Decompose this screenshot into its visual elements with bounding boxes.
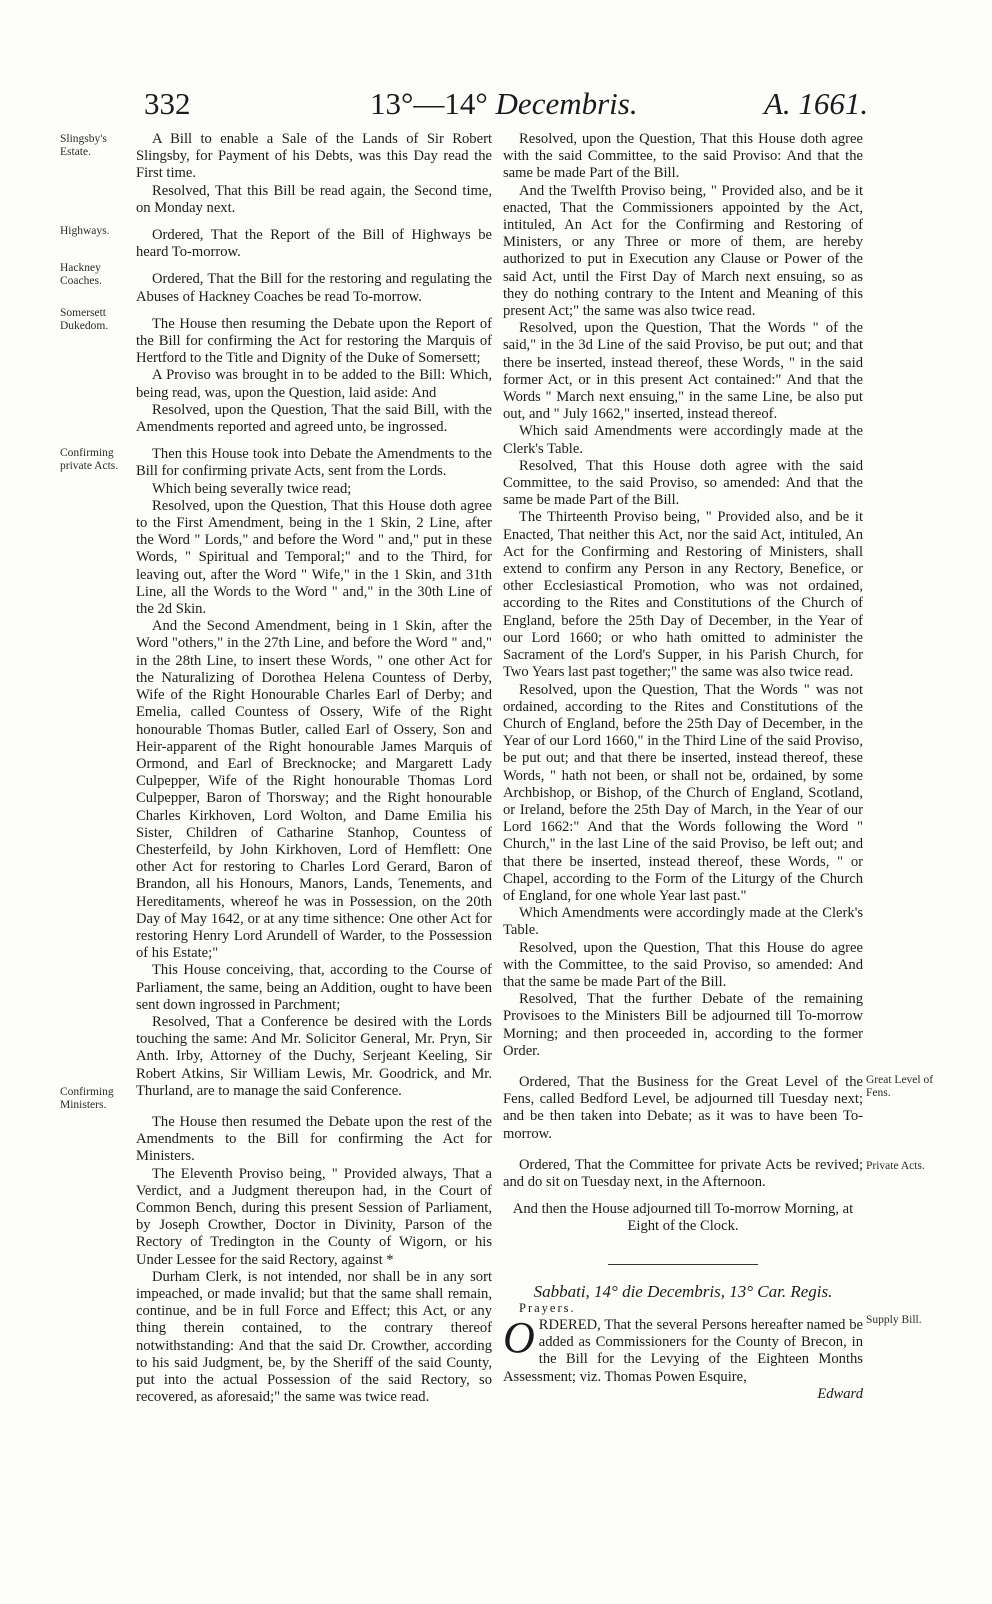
- paragraph: Durham Clerk, is not intended, nor shall be in any sort impeached, or made invalid; but that the same shall remain, continue, and be in full Force and Effect; this Act, or any thing therein contained, to the contrary thereof notwithstanding: And that the said Dr. Crowther, according to his said Judgment, be, by the Sheriff of the said County, put into the actual Possession of the said Rectory, so recovered, as aforesaid;" the same was twice read.: [136, 1268, 492, 1406]
- prayers-label: Prayers.: [519, 1300, 576, 1315]
- margin-note-great-level: Great Level of Fens.: [866, 1074, 934, 1099]
- paragraph: Resolved, upon the Question, That this House doth agree to the First Amendment, being in the 1 Skin, 2 Line, after the Word " Lords," and before the Word " and," put in these Words, " Spiritual and Temporal;" and to the Third, for leaving out, after the Word " Wife," in the 1 Skin, and 31th Line, all the Words to the Word " and," in the 30th Line of the 2d Skin.: [136, 497, 492, 618]
- paragraph: Ordered, That the Committee for private Acts be revived; and do sit on Tuesday next, in the Afternoon.: [503, 1156, 863, 1190]
- page-header: [0, 86, 992, 126]
- ordered-paragraph: [503, 1313, 863, 1386]
- margin-note-hackney: Hackney Coaches.: [60, 262, 102, 287]
- paragraph: Ordered, That the Business for the Great Level of the Fens, called Bedford Level, be adjourned till Tuesday next; and be then taken into Debate; as it was to have been To-morrow.: [503, 1073, 863, 1142]
- drop-cap: O: [503, 1313, 535, 1362]
- margin-note-confirming-ministers: Confirming Ministers.: [60, 1086, 114, 1111]
- running-title-dates: 13°—14°: [370, 86, 488, 121]
- paragraph: Resolved, upon the Question, That the Words " of the said," in the 3d Line of the said Proviso, be put out; and that there be inserted, instead thereof, these Words, " in the said former Act, or in this present Act contained:" And that the Words " March next ensuing," in the same Line, be also put out, and " July 1662," inserted, instead thereof.: [503, 320, 863, 423]
- running-title: [370, 86, 638, 122]
- margin-note-supply-bill: Supply Bill.: [866, 1314, 922, 1326]
- paragraph: And the Second Amendment, being in 1 Skin, after the Word "others," in the 27th Line, and before the Word " and," in the 28th Line, to insert these Words, " one other Act for the Naturalizing of Dorothea Helena Countess of Derby, Wife of the Right Honourable Charles Earl of Derby; and Emelia, called Countess of Ossery, Wife of the Right honourable Thomas Butler, called Earl of Ossery, Son and Heir-apparent of the Right honourable James Marquis of Ormond, and Earl of Brecknocke; and Margarett Lady Culpepper, Wife of the Right honourable Thomas Lord Culpepper, Baron of Thorsway; and the Right honourable Charles Kirkhoven, Lord Wolton, and Dame Emilia his Sister, Children of Catharine Stanhop, Countess of Chesterfeild, by John Kirkhoven, Lord of Hemflett: One other Act for restoring to Charles Lord Gerard, Baron of Brandon, all his Honours, Manors, Lands, Tenements, and Hereditaments, whereof he was in Possession, on the 20th Day of May 1642, or at any time sithence: One other Act for restoring Henry Lord Arundell of Warder, to the Possession of his Estate;": [136, 618, 492, 962]
- paragraph: Resolved, That the further Debate of the remaining Provisoes to the Ministers Bill be adjourned till To-morrow Morning; and then proceeded in, according to the former Order.: [503, 991, 863, 1059]
- right-column: [503, 131, 863, 1403]
- paragraph: Then this House took into Debate the Amendments to the Bill for confirming private Acts, sent from the Lords.: [136, 446, 492, 480]
- page-year: A. 1661.: [764, 86, 869, 121]
- catchword: Edward: [817, 1385, 863, 1402]
- paragraph: Resolved, That a Conference be desired with the Lords touching the same: And Mr. Solicitor General, Mr. Pryn, Sir Anth. Irby, Attorney of the Duchy, Serjeant Keeling, Sir Robert Atkins, Sir William Lewis, Mr. Goodrick, and Mr. Thurland, are to manage the said Conference.: [136, 1013, 492, 1099]
- paragraph: The Eleventh Proviso being, " Provided always, That a Verdict, and a Judgment thereupon had, in the Court of Common Bench, during this present Session of Parliament, by Joseph Crowther, Doctor in Divinity, Parson of the Rectory of Tredington in the County of Wigorn, or his Under Lessee for the said Rectory, against *: [136, 1165, 492, 1268]
- paragraph: Resolved, upon the Question, That the said Bill, with the Amendments reported and agreed unto, be ingrossed.: [136, 401, 492, 436]
- page-number: 332: [144, 86, 191, 121]
- section-divider: [608, 1264, 758, 1265]
- paragraph: The House then resuming the Debate upon the Report of the Bill for confirming the Act for restoring the Marquis of Hertford to the Title and Dignity of the Duke of Somersett;: [136, 315, 492, 367]
- paragraph: Resolved, upon the Question, That this House doth agree with the said Committee, to the said Proviso: And that the same be made Part of the Bill.: [503, 131, 863, 182]
- paragraph: This House conceiving, that, according to the Course of Parliament, the same, being an Addition, ought to have been sent down ingrossed in Parchment;: [136, 962, 492, 1013]
- paragraph: The Thirteenth Proviso being, " Provided also, and be it Enacted, That neither this Act, nor the said Act, intituled, An Act for the Confirming and Restoring of Ministers, shall extend to confirm any Person in any Rectory, Benefice, or other Ecclesiastical Promotion, who was not ordained, according to the Rites and Constitutions of the Church of England, before the 25th Day of December, in the Year of our Lord 1660; or who hath omitted to administer the Sacrament of the Lord's Supper, in his Parish Church, for Two Years last past together;" the same was also twice read.: [503, 509, 863, 681]
- paragraph: A Bill to enable a Sale of the Lands of Sir Robert Slingsby, for Payment of his Debts, was this Day read the First time.: [136, 131, 492, 182]
- paragraph: Which said Amendments were accordingly made at the Clerk's Table.: [503, 423, 863, 457]
- paragraph: The House then resumed the Debate upon the rest of the Amendments to the Bill for confirming the Act for Ministers.: [136, 1113, 492, 1165]
- paragraph: Ordered, That the Bill for the restoring and regulating the Abuses of Hackney Coaches be read To-morrow.: [136, 271, 492, 305]
- paragraph: And the Twelfth Proviso being, " Provided also, and be it enacted, That the Commissioners appointed by the Act, intituled, An Act for the Confirming and Restoring of Ministers, or any Three or more of them, are hereby authorized to put in Execution any Clause or Power of the said Act, until the First Day of March next ensuing, so as they do nothing contrary to the Intent and Meaning of this present Act;" the same was also twice read.: [503, 182, 863, 320]
- paragraph: Resolved, upon the Question, That the Words " was not ordained, according to the Rites and Constitutions of the Church of England, before the 25th Day of December, in the Year of our Lord 1660," in the Third Line of the said Proviso, be put out; and that there be inserted, instead thereof, these Words, " hath not been, or shall not be, ordained, by some Archbishop, or Bishop, of the Church of England, Scotland, or Ireland, before the 25th Day of March, in the Year of our Lord 1662:" And that the Words following the Word " Church," in the last Line of the said Proviso, be left out; and that there be inserted, instead thereof, these Words, " or Chapel, according to the Form of the Liturgy of the Church of England, for one whole Year last past.": [503, 681, 863, 904]
- margin-note-highways: Highways.: [60, 225, 110, 237]
- left-column: [136, 131, 492, 1406]
- paragraph: Resolved, upon the Question, That this House do agree with the Committee, to the said Proviso, so amended: And that the same be made Part of the Bill.: [503, 939, 863, 990]
- ordered-text: RDERED, That the several Persons hereafter named be added as Commissioners for the County of Brecon, in the Bill for the Levying of the Eighteen Months Assessment; viz. Thomas Powen Esquire,: [503, 1317, 863, 1385]
- adjournment-line: And then the House adjourned till To-morrow Morning, at Eight of the Clock.: [512, 1201, 854, 1235]
- paragraph: Resolved, That this House doth agree with the said Committee, to the said Proviso, so amended: And that the same be made Part of the Bill.: [503, 457, 863, 509]
- running-title-month: Decembris.: [495, 86, 638, 121]
- margin-note-confirming-private: Confirming private Acts.: [60, 447, 119, 472]
- margin-note-somersett: Somersett Dukedom.: [60, 307, 109, 332]
- margin-note-private-acts: Private Acts.: [866, 1160, 925, 1172]
- paragraph: Ordered, That the Report of the Bill of Highways be heard To-morrow.: [136, 227, 492, 261]
- sabbati-heading: Sabbati, 14° die Decembris, 13° Car. Regis.: [533, 1281, 833, 1301]
- paragraph: A Proviso was brought in to be added to the Bill: Which, being read, was, upon the Question, laid aside: And: [136, 367, 492, 401]
- paragraph: Resolved, That this Bill be read again, the Second time, on Monday next.: [136, 182, 492, 216]
- paragraph: Which Amendments were accordingly made at the Clerk's Table.: [503, 905, 863, 939]
- margin-note-slingsby: Slingsby's Estate.: [60, 133, 107, 158]
- paragraph: Which being severally twice read;: [152, 480, 352, 497]
